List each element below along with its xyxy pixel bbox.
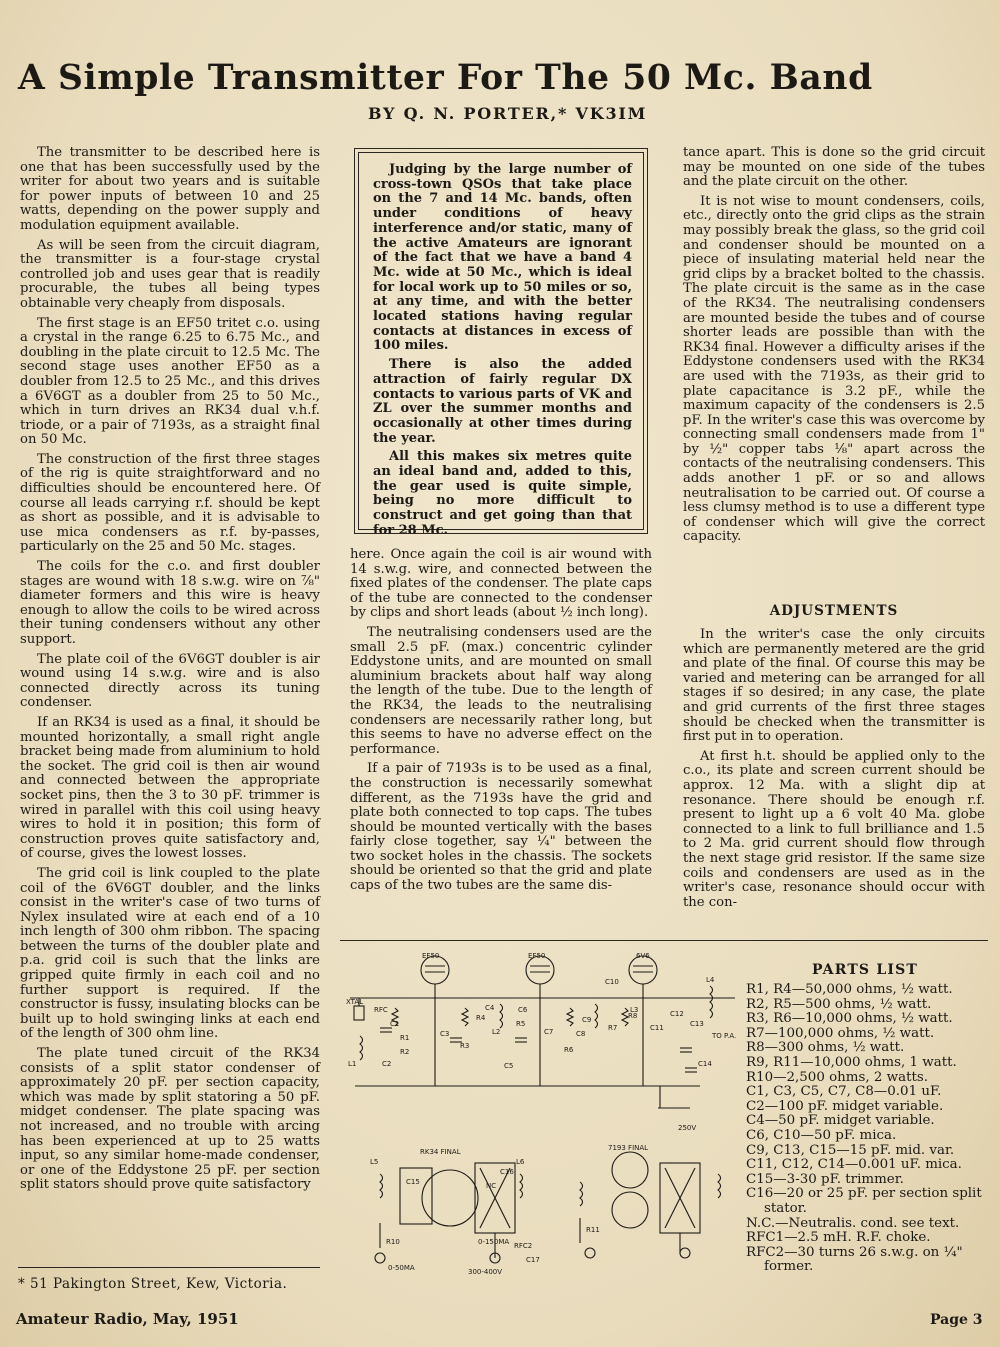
parts-list-item: C16—20 or 25 pF. per section split stator.: [746, 1186, 982, 1216]
article-title: A Simple Transmitter For The 50 Mc. Band: [18, 58, 873, 98]
component-label: C6: [518, 1006, 528, 1014]
paragraph: The first stage is an EF50 tritet c.o. using a crystal in the range 6.25 to 6.75 Mc., and doubling in the plate circuit to 12.5 Mc. The second stage uses another EF50 as a doubler from 12.5 to 25 Mc., and this drives a 6V6GT as a doubler from 25 to 50 Mc., which in turn drives an RK34 dual v.h.f. triode, or a pair of 7193s, as a straight final on 50 Mc.: [20, 315, 320, 448]
paragraph: At first h.t. should be applied only to the c.o., its plate and screen current should be approx. 12 Ma. with a slight dip at resonance. There should be enough r.f. present to light up a 6 volt 40 Ma. globe connected to a link to full brilliance and 1.5 to 2 Ma. grid current should flow through the next stage grid resistor. If the same size coils and condensers are used as in the writer's case, resonance should occur with the con-: [683, 748, 985, 910]
parts-list-item: C1, C3, C5, C7, C8—0.01 uF.: [746, 1084, 942, 1100]
parts-list-item: RFC1—2.5 mH. R.F. choke.: [746, 1230, 931, 1246]
tube-label: EF50: [528, 952, 546, 960]
component-label: 0-150MA: [478, 1238, 510, 1246]
paragraph: If a pair of 7193s is to be used as a final, the construction is necessarily somewhat different, as the 7193s have the grid and plate both connected to top caps. The tubes should be mounted vertically with the bases fairly close together, say ¼" between the two socket holes in the chassis. The sockets should be oriented so that the grid and plate caps of the two tubes are the same dis-: [350, 761, 652, 894]
paragraph: The transmitter to be described here is one that has been successfully used by the writer for about two years and is suitable for power inputs of between 10 and 25 watts, depending on the power supply and modulation equipment available.: [20, 145, 320, 233]
final-label: 7193 FINAL: [608, 1144, 649, 1152]
component-label: 250V: [678, 1124, 697, 1132]
parts-list-item: R3, R6—10,000 ohms, ½ watt.: [746, 1011, 953, 1027]
component-label: R2: [400, 1048, 410, 1056]
component-label: R5: [516, 1020, 526, 1028]
component-label: NC: [486, 1182, 497, 1190]
component-label: R11: [586, 1226, 600, 1234]
paragraph: The construction of the first three stages of the rig is quite straightforward and no difficulties should be encountered here. Of course all leads carrying r.f. should be kept as short as possible, and it is advisable to use mica condensers as r.f. by-passes, particularly on the 25 and 50 Mc. stages.: [20, 451, 320, 555]
adjustments-section: [683, 628, 985, 928]
component-label: R6: [564, 1046, 574, 1054]
component-label: L2: [492, 1028, 501, 1036]
article-column-2: [350, 548, 652, 924]
component-label: C5: [504, 1062, 514, 1070]
paragraph: It is not wise to mount condensers, coils, etc., directly onto the grid clips as the strain may possibly break the glass, so the grid coil and condenser should be mounted on a piece of insulating material held near the grid clips by a bracket bolted to the chassis. The plate circuit is the same as in the case of the RK34. The neutralising condensers are mounted beside the tubes and of course shorter leads are possible than with the RK34 final. However a difficulty arises if the Eddystone condensers used with the RK34 are used with the 7193s, as their grid to plate capacitance is 3.2 pF., while the maximum capacity of the condensers is 2.5 pF. In the writer's case this was overcome by connecting small condensers made from 1" by ½" copper tabs ⅛" apart across the contacts of the neutralising condensers. This adds another 1 pF. or so and allows neutralisation to be carried out. Of course a less clumsy method is to use a different type of condenser which will give the correct capacity.: [683, 193, 985, 545]
introduction-box: [358, 152, 644, 538]
component-label: C13: [690, 1020, 704, 1028]
box-paragraph: There is also the added attraction of fairly regular DX contacts to various parts of VK and ZL over the summer months and occasionally at other times during the year.: [373, 357, 632, 446]
component-label: R3: [460, 1042, 470, 1050]
component-label: C3: [440, 1030, 450, 1038]
paragraph: As will be seen from the circuit diagram, the transmitter is a four-stage crystal controlled job and uses gear that is readily procurable, the tubes all being types obtainable very cheaply from disposals.: [20, 237, 320, 311]
parts-list-item: R2, R5—500 ohms, ½ watt.: [746, 996, 932, 1012]
parts-list: [746, 983, 996, 1275]
component-label: C9: [582, 1016, 592, 1024]
box-paragraph: Judging by the large number of cross-town QSOs that take place on the 7 and 14 Mc. bands, often under conditions of heavy interference and/or static, many of the active Amateurs are ignorant of the fact that we have a band 4 Mc. wide at 50 Mc., which is ideal for local work up to 50 miles or so, at any time, and with the better located stations having regular contacts at distances in excess of 100 miles.: [373, 162, 632, 354]
component-label: C15: [406, 1178, 420, 1186]
paragraph: In the writer's case the only circuits which are permanently metered are the grid and plate of the final. Of course this may be varied and metering can be arranged for all stages if so desired; in any case, the plate and grid currents of the first three stages should be checked when the transmitter is first put in to operation.: [683, 627, 985, 745]
page-number: Page 3: [930, 1312, 983, 1328]
component-label: TO P.A.: [712, 1032, 737, 1040]
paragraph: The grid coil is link coupled to the plate coil of the 6V6GT doubler, and the links consist in the writer's case of two turns of Nylex insulated wire at each end of a 10 inch length of 300 ohm ribbon. The spacing between the turns of the doubler plate and p.a. grid coil is such that the links are gripped quite firmly in each coil and no further support is required. If the constructor is fussy, insulating blocks can be built up to hold swinging links at each end of the length of 300 ohm line.: [20, 865, 320, 1042]
component-label: L4: [706, 976, 715, 984]
parts-list-item: R8—300 ohms, ½ watt.: [746, 1040, 905, 1056]
publication-footer: Amateur Radio, May, 1951: [16, 1310, 239, 1328]
parts-list-item: C6, C10—50 pF. mica.: [746, 1127, 897, 1143]
parts-list-item: C9, C13, C15—15 pF. mid. var.: [746, 1142, 955, 1158]
component-label: C12: [670, 1010, 684, 1018]
component-label: RFC2: [514, 1242, 533, 1250]
paragraph: The plate coil of the 6V6GT doubler is air wound using 14 s.w.g. wire and is also connected directly across its tuning condenser.: [20, 651, 320, 711]
byline: BY Q. N. PORTER,* VK3IM: [368, 104, 648, 123]
parts-list-item: C15—3-30 pF. trimmer.: [746, 1171, 904, 1187]
paragraph: The neutralising condensers used are the small 2.5 pF. (max.) concentric cylinder Eddystone units, and are mounted on small aluminium brackets about half way along the length of the tube. Due to the length of the RK34, the leads to the neutralising condensers are necessarily rather long, but this seems to have no adverse effect on the performance.: [350, 624, 652, 757]
parts-list-item: R7—100,000 ohms, ½ watt.: [746, 1025, 935, 1041]
parts-list-heading: PARTS LIST: [811, 962, 919, 978]
final-label: RK34 FINAL: [420, 1148, 461, 1156]
box-paragraph: All this makes six metres quite an ideal band and, added to this, the gear used is quite simple, being no more difficult to construct and get going than that for 28 Mc.: [373, 449, 632, 538]
footnote-divider: [18, 1267, 320, 1268]
component-label: 300-400V: [468, 1268, 503, 1276]
component-label: C11: [650, 1024, 664, 1032]
component-label: RFC: [374, 1006, 388, 1014]
component-label: C14: [698, 1060, 712, 1068]
parts-list-item: RFC2—30 turns 26 s.w.g. on ¼" former.: [746, 1244, 963, 1275]
parts-list-item: R1, R4—50,000 ohms, ½ watt.: [746, 982, 953, 997]
tube-label: 6V6: [636, 952, 650, 960]
tube-label: EF50: [422, 952, 440, 960]
component-label: XTAL: [346, 998, 364, 1006]
article-column-1: [20, 146, 320, 1266]
component-label: C10: [605, 978, 619, 986]
component-label: C8: [576, 1030, 586, 1038]
parts-list-item: N.C.—Neutralis. cond. see text.: [746, 1215, 960, 1231]
component-label: C1: [390, 1020, 400, 1028]
parts-list-item: R10—2,500 ohms, 2 watts.: [746, 1069, 928, 1085]
component-label: C7: [544, 1028, 554, 1036]
component-label: L6: [516, 1158, 525, 1166]
component-label: C17: [526, 1256, 540, 1264]
paragraph: The plate tuned circuit of the RK34 consists of a split stator condenser of approximately 20 pF. per section capacity, which was made by split statoring a 50 pF. midget condenser. The plate spacing was not increased, and no trouble with arcing has been experienced at up to 25 watts input, so any similar home-made condenser, or one of the Eddystone 25 pF. per section split stators should prove quite satisfactory: [20, 1046, 320, 1193]
parts-list-item: C11, C12, C14—0.001 uF. mica.: [746, 1157, 962, 1173]
circuit-schematic: [340, 948, 740, 1283]
schematic-labels: [346, 952, 736, 1276]
component-label: R4: [476, 1014, 486, 1022]
component-label: R10: [386, 1238, 400, 1246]
paragraph: tance apart. This is done so the grid circuit may be mounted on one side of the tubes and the plate circuit on the other.: [683, 145, 985, 190]
paragraph: here. Once again the coil is air wound with 14 s.w.g. wire, and connected between the fixed plates of the condenser. The plate caps of the tube are connected to the condenser by clips and short leads (about ½ inch long).: [350, 547, 652, 621]
parts-list-item: R9, R11—10,000 ohms, 1 watt.: [746, 1054, 957, 1070]
component-label: C16: [500, 1168, 514, 1176]
component-label: R1: [400, 1034, 410, 1042]
paragraph: If an RK34 is used as a final, it should be mounted horizontally, a small right angle bracket being made from aluminium to hold the socket. The grid coil is then air wound and connected between the appropriate socket pins, then the 3 to 30 pF. trimmer is wired in parallel with this coil using heavy wires to hold it in position; this form of construction proves quite satisfactory and, of course, gives the lowest losses.: [20, 714, 320, 862]
component-label: L5: [370, 1158, 379, 1166]
component-label: R8: [628, 1012, 638, 1020]
parts-list-item: C4—50 pF. midget variable.: [746, 1113, 935, 1129]
paragraph: The coils for the c.o. and first doubler stages are wound with 18 s.w.g. wire on ⅞" diameter formers and this wire is heavy enough to allow the coils to be wired across their tuning condensers without any other support.: [20, 559, 320, 647]
section-divider: [340, 940, 988, 941]
adjustments-heading: ADJUSTMENTS: [769, 603, 899, 619]
component-label: C2: [382, 1060, 392, 1068]
component-label: L1: [348, 1060, 357, 1068]
component-label: R7: [608, 1024, 618, 1032]
component-label: C4: [485, 1004, 495, 1012]
component-label: L3: [630, 1006, 639, 1014]
footnote: * 51 Pakington Street, Kew, Victoria.: [18, 1276, 288, 1292]
parts-list-item: C2—100 pF. midget variable.: [746, 1098, 944, 1114]
component-label: 0-50MA: [388, 1264, 415, 1272]
